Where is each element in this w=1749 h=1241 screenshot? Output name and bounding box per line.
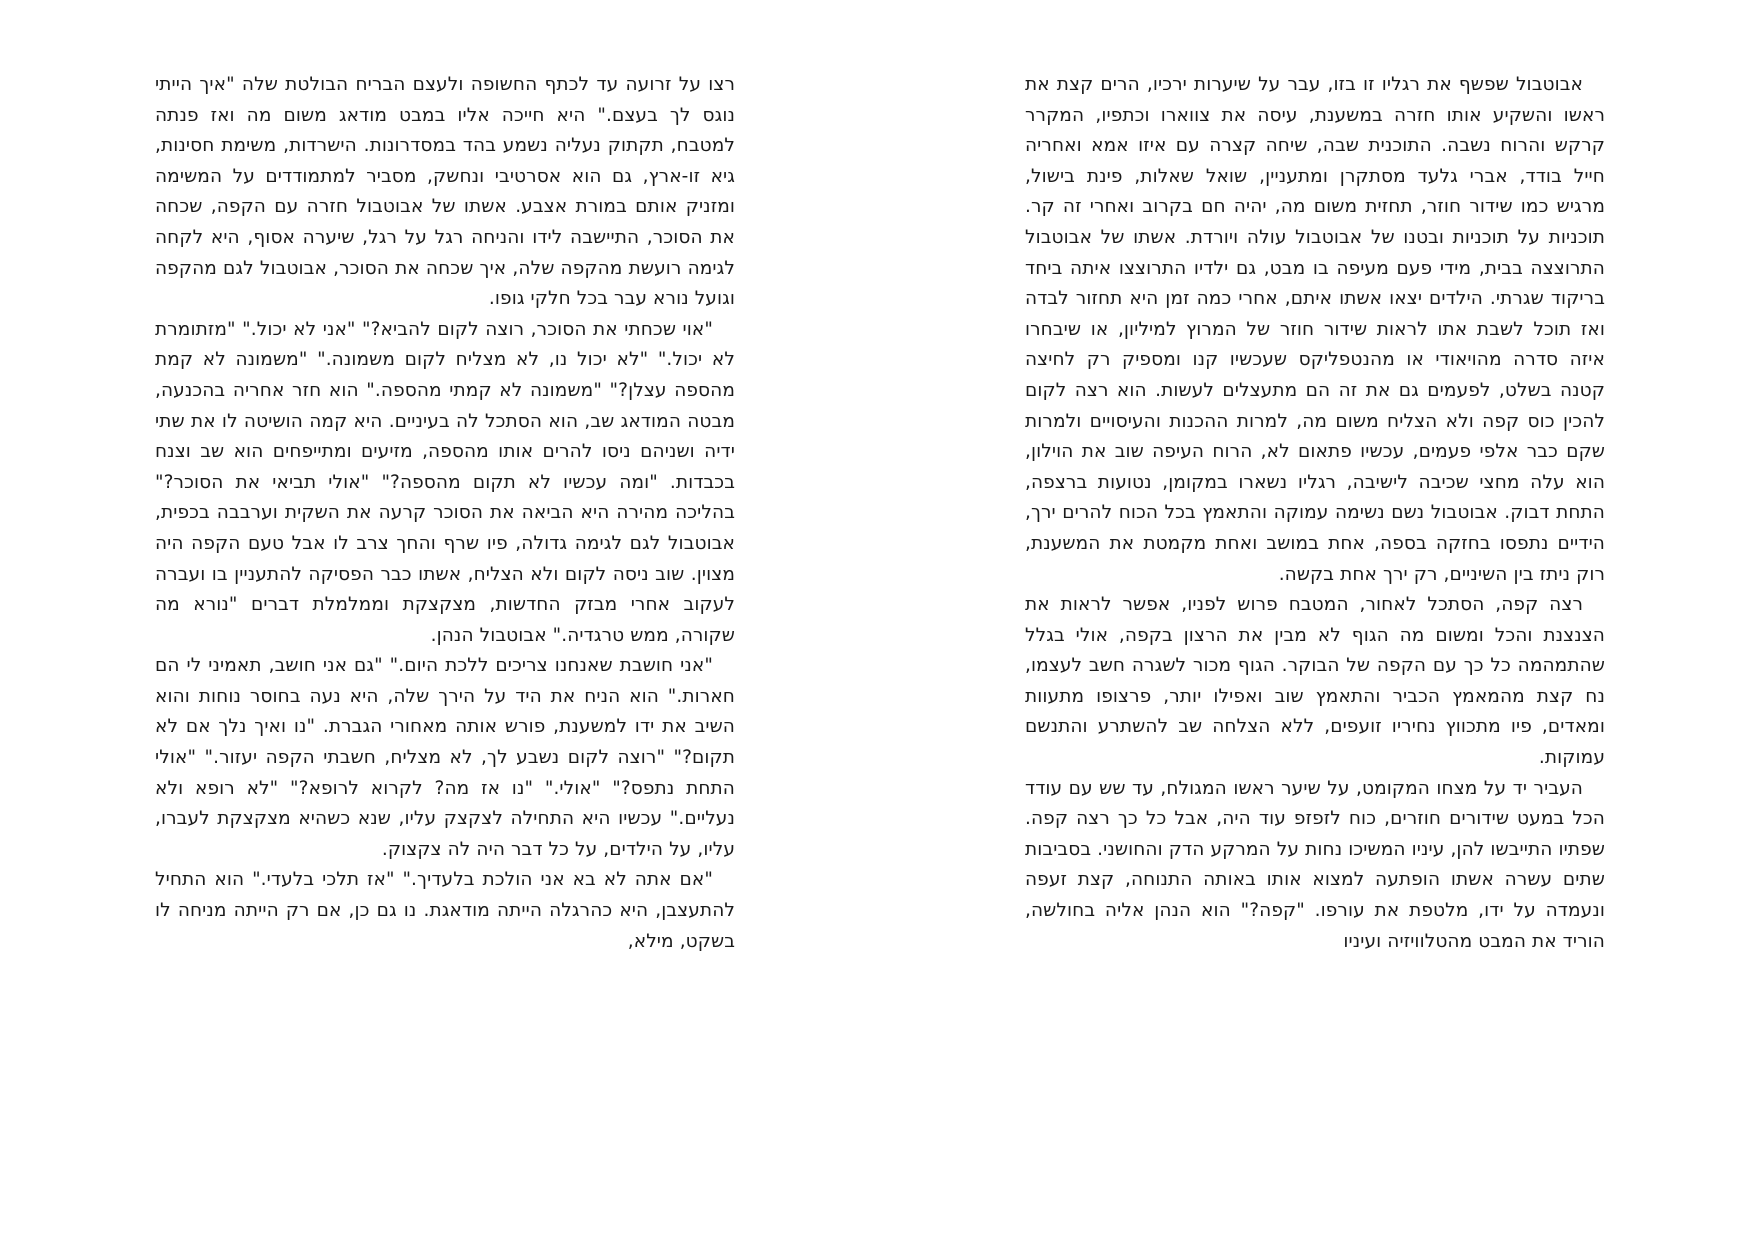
left-page-paragraph-3: "אני חושבת שאנחנו צריכים ללכת היום." "גם אני חושב, תאמיני לי הם חארות." הוא הניח את היד על הירך שלה, היא נעה בחוסר נוחות והוא השיב את ידו למשענת, פורש אותה מאחורי הגברת. "נו ואיך נלך אם לא תקום?" "רוצה לקום נשבע לך, לא מצליח, חשבתי הקפה יעזור." "אולי התחת נתפס?" "אולי." "נו אז מה? לקרוא לרופא?" "לא רופא ולא נעליים." עכשיו היא התחילה לצקצק עליו, שנא כשהיא מצקצקת לעברו, עליו, על הילדים, על כל דבר היה לה צקצוק. xyxy=(155,655,735,860)
right-page-paragraph-1: אבוטבול שפשף את רגליו זו בזו, עבר על שיערות ירכיו, הרים קצת את ראשו והשקיע אותו חזרה במשענת, עיסה את צווארו וכתפיו, המקרר קרקש והרוח נשבה. התוכנית שבה, שיחה קצרה עם איזו אמא ואחריה חייל בודד, אברי גלעד מסתקרן ומתעניין, שואל שאלות, פינת בישול, מרגיש כמו שידור חוזר, תחזית משום מה, יהיה חם בקרוב ואחרי זה קר. תוכניות על תוכניות ובטנו של אבוטבול עולה ויורדת. אשתו של אבוטבול התרוצצה בבית, מידי פעם מעיפה בו מבט, גם ילדיו התרוצצו איתה ביחד בריקוד שגרתי. הילדים יצאו אשתו איתם, אחרי כמה זמן היא תחזור לבדה ואז תוכל לשבת אתו לראות שידור חוזר של המרוץ למיליון, או שיבחרו איזה סדרה מהויאודי או מהנטפליקס שעכשיו קנו ומספיק רק לחיצה קטנה בשלט, לפעמים גם את זה הם מתעצלים לעשות. הוא רצה לקום להכין כוס קפה ולא הצליח משום מה, למרות ההכנות והעיסויים ולמרות שקם כבר אלפי פעמים, עכשיו פתאום לא, הרוח העיפה שוב את הוילון, הוא עלה מחצי שכיבה לישיבה, רגליו נשארו במקומן, נטועות ברצפה, התחת דבוק. אבוטבול נשם נשימה עמוקה והתאמץ בכל הכוח להרים ירך, הידיים נתפסו בחזקה בספה, אחת במושב ואחת מקמטת את המשענת, רוק ניתז בין השיניים, רק ירך אחת בקשה. xyxy=(1025,74,1605,585)
right-page-paragraph-2: רצה קפה, הסתכל לאחור, המטבח פרוש לפניו, אפשר לראות את הצנצנת והכל ומשום מה הגוף לא מבין את הרצון בקפה, אולי בגלל שהתמהמה כל כך עם הקפה של הבוקר. הגוף מכור לשגרה חשב לעצמו, נח קצת מהמאמץ הכביר והתאמץ שוב ואפילו יותר, פרצופו מתעוות ומאדים, פיו מתכווץ נחיריו זועפים, ללא הצלחה שב להשתרע והתנשם עמוקות. xyxy=(1025,594,1605,769)
left-page-paragraph-4: "אם אתה לא בא אני הולכת בלעדיך." "אז תלכי בלעדי." הוא התחיל להתעצבן, היא כהרגלה הייתה מודאגת. נו גם כן, אם רק הייתה מניחה לו בשקט, מילא, xyxy=(155,869,735,952)
left-page-paragraph-1: רצו על זרועה עד לכתף החשופה ולעצם הבריח הבולטת שלה "איך הייתי נוגס לך בעצם." היא חייכה אליו במבט מודאג משום מה ואז פנתה למטבח, תקתוק נעליה נשמע בהד במסדרונות. הישרדות, משימת חסינות, גיא זו-ארץ, גם הוא אסרטיבי ונחשק, מסביר למתמודדים על המשימה ומזניק אותם במורת אצבע. אשתו של אבוטבול חזרה עם הקפה, שכחה את הסוכר, התיישבה לידו והניחה רגל על רגל, שיערה אסוף, היא לקחה לגימה רועשת מהקפה שלה, איך שכחה את הסוכר, אבוטבול לגם מהקפה וגועל נורא עבר בכל חלקי גופו. xyxy=(155,74,735,310)
left-page-paragraph-2: "אוי שכחתי את הסוכר, רוצה לקום להביא?" "אני לא יכול." "מזתומרת לא יכול." "לא יכול נו, לא מצליח לקום משמונה." "משמונה לא קמת מהספה עצלן?" "משמונה לא קמתי מהספה." הוא חזר אחריה בהכנעה, מבטה המודאג שב, הוא הסתכל לה בעיניים. היא קמה הושיטה לו את שתי ידיה ושניהם ניסו להרים אותו מהספה, מזיעים ומתייפחים הוא שב וצנח בכבדות. "ומה עכשיו לא תקום מהספה?" "אולי תביאי את הסוכר?" בהליכה מהירה היא הביאה את הסוכר קרעה את השקית וערבבה בכפית, אבוטבול לגם לגימה גדולה, פיו שרף והחך צרב לו אבל טעם הקפה היה מצוין. שוב ניסה לקום ולא הצליח, אשתו כבר הפסיקה להתעניין בו ועברה לעקוב אחרי מבזק החדשות, מצקצקת וממלמלת דברים "נורא מה שקורה, ממש טרגדיה." אבוטבול הנהן. xyxy=(155,318,735,646)
left-page xyxy=(155,70,735,957)
right-page xyxy=(1025,70,1605,957)
right-page-paragraph-3: העביר יד על מצחו המקומט, על שיער ראשו המגולח, עד שש עם עודד הכל במעט שידורים חוזרים, כוח לזפזפ עוד היה, אבל כל כך רצה קפה. שפתיו התייבשו להן, עיניו המשיכו נחות על המרקע הדק והחושני. בסביבות שתים עשרה אשתו הופתעה למצוא אותו באותה התנוחה, קצת זעפה ונעמדה על ידו, מלטפת את עורפו. "קפה?" הוא הנהן אליה בחולשה, הוריד את המבט מהטלוויזיה ועיניו xyxy=(1025,777,1605,952)
